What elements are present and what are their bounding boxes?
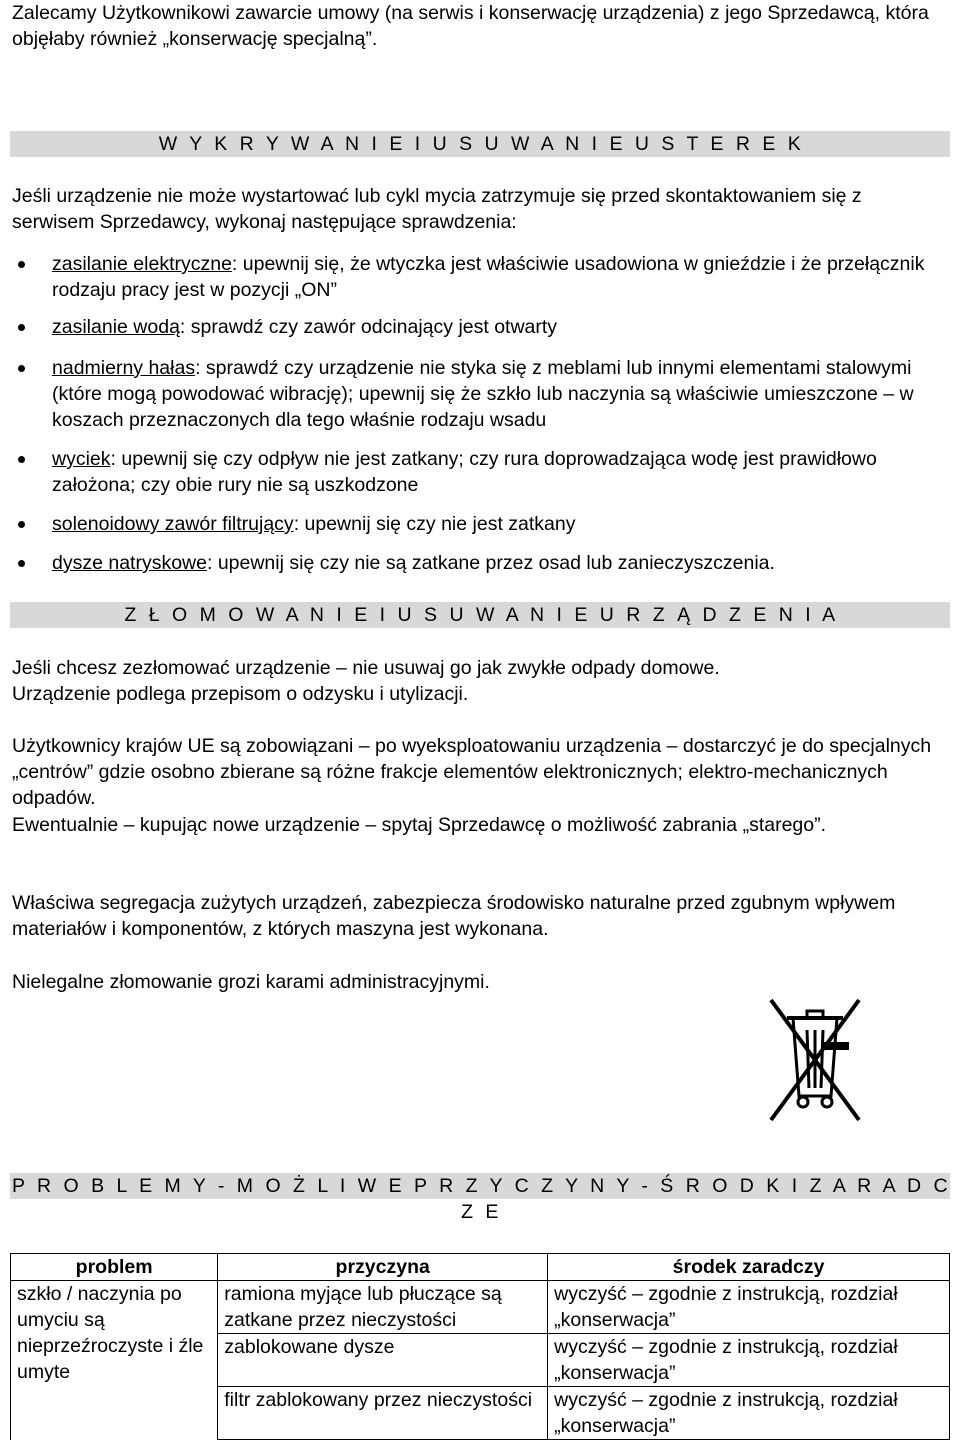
bullet-text: : upewnij się, że wtyczka jest właściwie usadowiona w gnieździe i że przełącznik rodzaju pracy jest w pozycji „ON”: [52, 253, 925, 301]
bullet-term: nadmierny hałas: [52, 357, 196, 379]
table-row: [11, 1281, 950, 1334]
bullet-term: zasilanie elektryczne: [52, 253, 232, 275]
disposal-paragraph: Ewentualnie – kupując nowe urządzenie – spytaj Sprzedawcę o możliwość zabrania „starego”.: [12, 814, 827, 836]
table-cell-remedy: wyczyść – zgodnie z instrukcją, rozdział „konserwacja”: [548, 1281, 950, 1334]
disposal-paragraph: Użytkownicy krajów UE są zobowiązani – po wyeksploatowaniu urządzenia – dostarczyć je do specjalnych „centrów” gdzie osobno zbierane są różne frakcje elementów elektronicznych; elektro-mechanicznych odpadów.: [12, 735, 932, 809]
intro-paragraph: Zalecamy Użytkownikowi zawarcie umowy (na serwis i konserwację urządzenia) z jego Sprzedawcą, która objęłaby również „konserwację specjalną”.: [12, 2, 929, 50]
bullet-icon: [18, 365, 25, 372]
bullet-icon: [18, 456, 25, 463]
bullet-item: [12, 446, 948, 498]
section-heading-troubleshooting: W Y K R Y W A N I E I U S U W A N I E U S T E R E K: [10, 131, 950, 157]
table-header-row: [11, 1254, 950, 1281]
table-header: przyczyna: [218, 1254, 548, 1281]
table-cell-cause: ramiona myjące lub płuczące są zatkane przez nieczystości: [218, 1281, 548, 1334]
bullet-term: zasilanie wodą: [52, 316, 180, 338]
table-cell-cause: filtr zablokowany przez nieczystości: [218, 1387, 548, 1440]
troubleshooting-lead: Jeśli urządzenie nie może wystartować lub cykl mycia zatrzymuje się przed skontaktowaniem się z serwisem Sprzedawcy, wykonaj następujące sprawdzenia:: [12, 185, 862, 233]
bullet-text: : upewnij się czy nie są zatkane przez osad lub zanieczyszczenia.: [206, 552, 775, 574]
disposal-paragraph: Urządzenie podlega przepisom o odzysku i utylizacji.: [12, 683, 469, 705]
crossed-out-bin-icon: [765, 996, 865, 1126]
bullet-text: : upewnij się czy odpływ nie jest zatkany; czy rura doprowadzająca wodę jest prawidłowo założona; czy obie rury nie są uszkodzone: [52, 448, 877, 496]
bullet-item: [12, 550, 948, 576]
problems-table: [10, 1253, 950, 1440]
table-cell-remedy: wyczyść – zgodnie z instrukcją, rozdział „konserwacja”: [548, 1334, 950, 1387]
table-cell-remedy: wyczyść – zgodnie z instrukcją, rozdział „konserwacja”: [548, 1387, 950, 1440]
bullet-item: [12, 355, 948, 433]
disposal-paragraph: Nielegalne złomowanie grozi karami administracyjnymi.: [12, 971, 490, 993]
bullet-text: : sprawdź czy zawór odcinający jest otwarty: [179, 316, 558, 338]
bullet-item: [12, 251, 948, 303]
table-cell-problem: szkło / naczynia po umyciu są nieprzeźroczyste i źle umyte: [11, 1281, 218, 1440]
bullet-term: wyciek: [52, 448, 111, 470]
bullet-icon: [18, 560, 25, 567]
disposal-paragraph: Jeśli chcesz zezłomować urządzenie – nie usuwaj go jak zwykłe odpady domowe.: [12, 657, 720, 679]
bullet-item: [12, 511, 948, 537]
bullet-text: : upewnij się czy nie jest zatkany: [293, 513, 576, 535]
section-heading-problems: P R O B L E M Y - M O Ż L I W E P R Z Y C Z Y N Y - Ś R O D K I Z A R A D C Z E: [11, 1175, 949, 1223]
disposal-paragraph: Właściwa segregacja zużytych urządzeń, zabezpiecza środowisko naturalne przed zgubnym wpływem materiałów i komponentów, z których maszyna jest wykonana.: [12, 892, 896, 940]
table-header: środek zaradczy: [548, 1254, 950, 1281]
bullet-text: : sprawdź czy urządzenie nie styka się z meblami lub innymi elementami stalowymi (które mogą powodować wibrację); upewnij się że szkło lub naczynia są właściwie umieszczone – w koszach przeznaczonych dla tego właśnie rodzaju wsadu: [52, 357, 914, 431]
bullet-icon: [18, 521, 25, 528]
bullet-icon: [18, 261, 25, 268]
bullet-item: [12, 314, 948, 340]
section-heading-disposal: Z Ł O M O W A N I E I U S U W A N I E U R Z Ą D Z E N I A: [10, 602, 950, 628]
bullet-term: dysze natryskowe: [52, 552, 207, 574]
bullet-term: solenoidowy zawór filtrujący: [52, 513, 294, 535]
table-header: problem: [11, 1254, 218, 1281]
table-cell-cause: zablokowane dysze: [218, 1334, 548, 1387]
bullet-icon: [18, 324, 25, 331]
